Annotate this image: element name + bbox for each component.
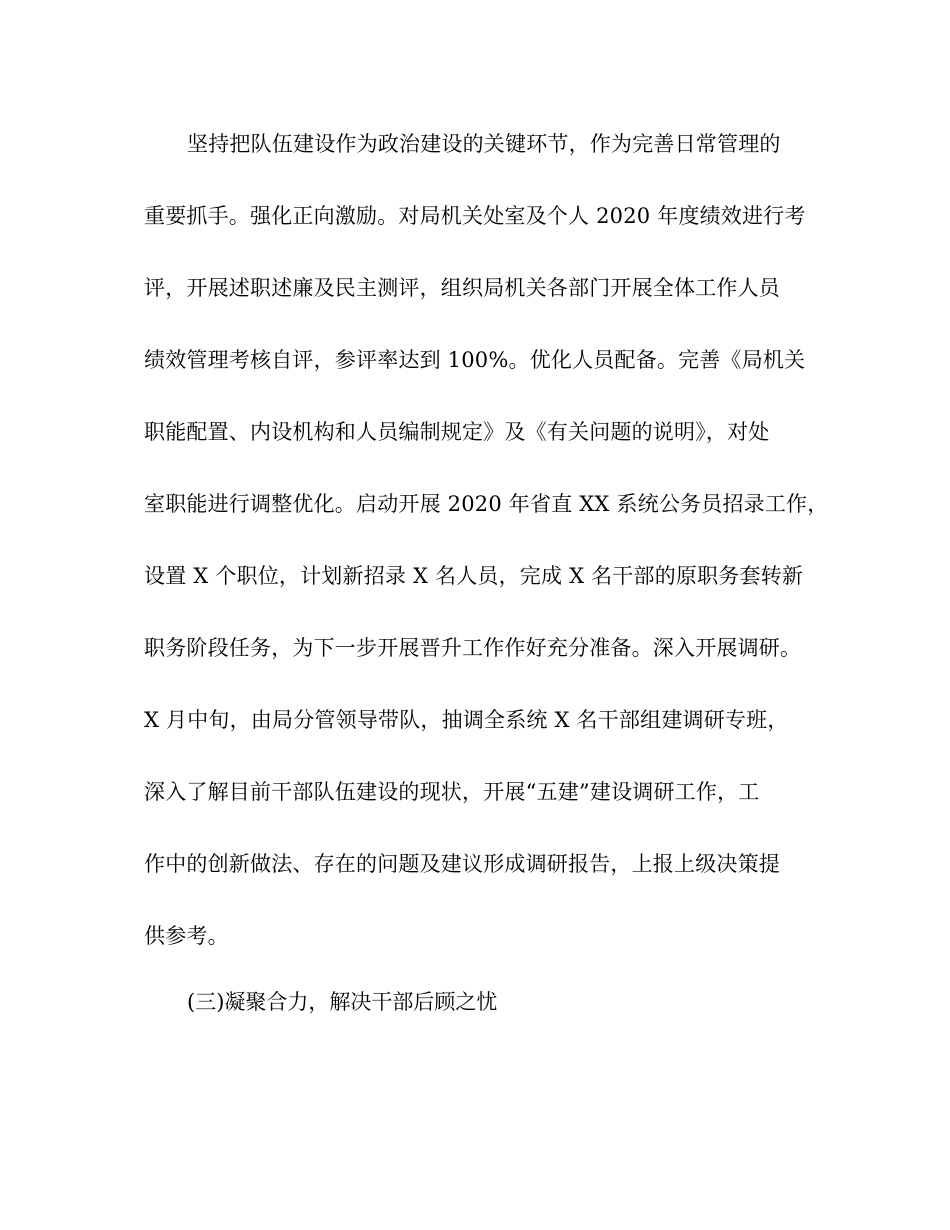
paragraph-line-6: 室职能进行调整优化。启动开展 2020 年省直 XX 系统公务员招录工作，: [144, 492, 829, 516]
paragraph-line-3: 评，开展述职述廉及民主测评，组织局机关各部门开展全体工作人员: [144, 276, 780, 300]
paragraph-line-1: 坚持把队伍建设作为政治建设的关键环节，作为完善日常管理的: [187, 132, 781, 156]
paragraph-line-11: 作中的创新做法、存在的问题及建议形成调研报告，上报上级决策提: [144, 852, 780, 876]
paragraph-line-9: X 月中旬，由局分管领导带队，抽调全系统 X 名干部组建调研专班，: [144, 708, 789, 732]
paragraph-line-2: 重要抓手。强化正向激励。对局机关处室及个人 2020 年度绩效进行考: [144, 204, 806, 228]
paragraph-line-4: 绩效管理考核自评，参评率达到 100%。优化人员配备。完善《局机关: [144, 348, 806, 372]
paragraph-line-10: 深入了解目前干部队伍建设的现状，开展“五建”建设调研工作，工: [144, 780, 760, 804]
section-heading: (三)凝聚合力，解决干部后顾之忧: [187, 990, 498, 1014]
paragraph-line-12: 供参考。: [144, 924, 229, 948]
paragraph-line-8: 职务阶段任务，为下一步开展晋升工作作好充分准备。深入开展调研。: [144, 636, 802, 660]
body-paragraph: [144, 122, 829, 986]
paragraph-line-7: 设置 X 个职位，计划新招录 X 名人员，完成 X 名干部的原职务套转新: [144, 564, 804, 588]
paragraph-line-5: 职能配置、内设机构和人员编制规定》及《有关问题的说明》，对处: [144, 420, 770, 444]
